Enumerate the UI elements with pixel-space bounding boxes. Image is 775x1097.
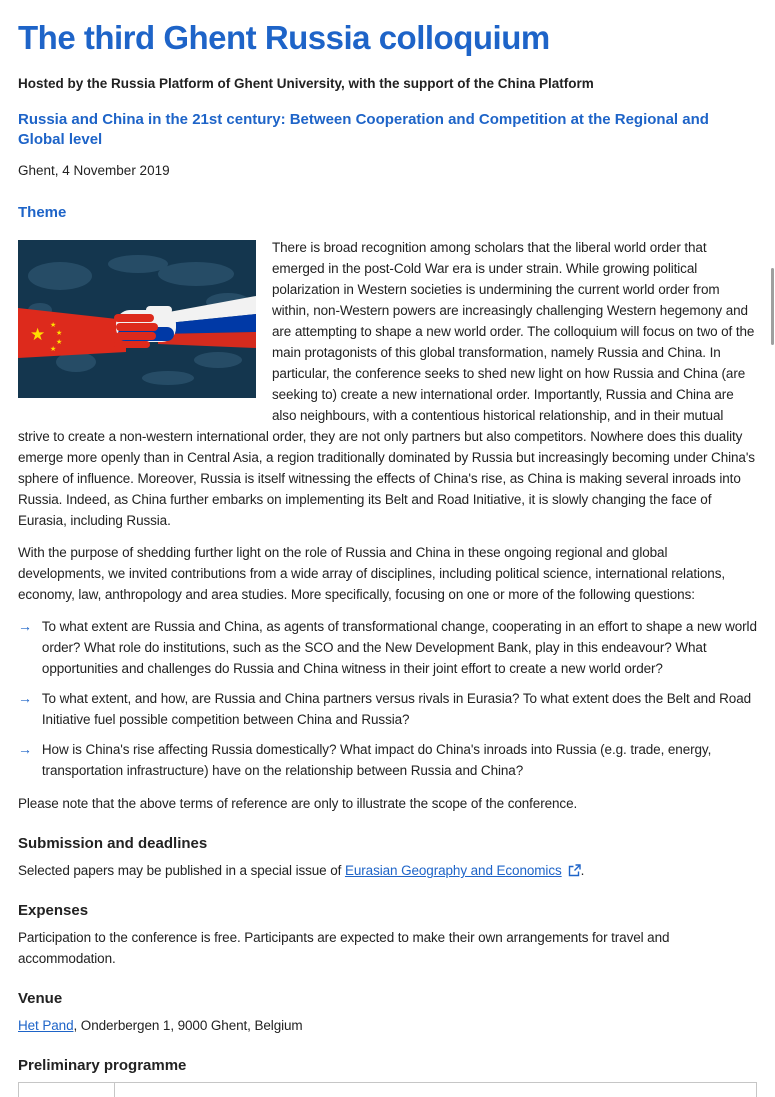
theme-paragraph-2: With the purpose of shedding further light on the role of Russia and China in these ongoing regional and global developments, we invited contributions from a wide array of disciplines, including political science, international relations, economy, law, anthropology and area studies. More specifically, focusing on one or more of the following questions: (18, 545, 726, 603)
arrow-bullet-icon: → (18, 690, 32, 707)
theme-paragraph-1: There is broad recognition among scholars that the liberal world order that emerged in the post-Cold War era is under strain. While growing political polarization in Western societies is undermining the current world order from within, non-Western powers are increasingly challenging Western hegemony and are attempting to shape a new world order. The colloquium will focus on two of the main protagonists of this global transformation, namely Russia and China. In particular, the conference seeks to shed new light on how Russia and China (are seeking to) create a new international order. Importantly, Russia and China are also neighbours, with a contentious historical relationship, and in their mutual strive to create a non-western international order, they are not only partners but also competitors. Nowhere does this duality emerge more openly than in Central Asia, a region traditionally dominated by Russia but increasingly becoming under China's sphere of influence. Moreover, Russia is itself witnessing the effects of China's rise, as China is making several inroads into Russia. Indeed, as China further embarks on implementing its Belt and Road Initiative, it is slowly changing the face of Eurasia, including Russia. (18, 240, 755, 529)
theme-heading: Theme (18, 204, 67, 222)
question-item (18, 616, 757, 679)
svg-text:★: ★ (30, 325, 46, 346)
venue-heading: Venue (18, 990, 63, 1008)
programme-table (18, 1082, 757, 1097)
external-link-icon[interactable] (568, 860, 581, 881)
svg-text:★: ★ (50, 345, 57, 354)
question-list (18, 616, 757, 781)
question-text: How is China's rise affecting Russia domestically? What impact do China's inroads into Russia (e.g. trade, energy, transportation infrastructure) have on the relationship between Russia and China? (41, 742, 712, 779)
submission-text-after: . (580, 863, 585, 879)
question-item (18, 739, 757, 781)
svg-text:★: ★ (56, 338, 63, 347)
theme-body (18, 237, 757, 542)
submission-heading: Submission and deadlines (18, 835, 208, 853)
arrow-bullet-icon: → (18, 741, 32, 758)
scope-note: Please note that the above terms of reference are only to illustrate the scope of the conference. (18, 796, 578, 812)
submission-text-before: Selected papers may be published in a special issue of (18, 863, 345, 879)
expenses-text: Participation to the conference is free. Participants are expected to make their own arrangements for travel and accommodation. (18, 930, 670, 967)
event-heading: Russia and China in the 21st century: Between Cooperation and Competition at the Regional and Global level (18, 111, 709, 149)
vertical-scrollbar-thumb[interactable] (771, 268, 774, 345)
svg-text:★: ★ (50, 321, 57, 330)
event-date: Ghent, 4 November 2019 (18, 163, 170, 179)
submission-text (18, 860, 757, 881)
journal-link[interactable] (345, 863, 562, 878)
expenses-heading: Expenses (18, 902, 89, 920)
venue-text-after: , Onderbergen 1, 9000 Ghent, Belgium (73, 1018, 303, 1034)
journal-link-label: Eurasian Geography and Economics (344, 863, 562, 879)
venue-text (18, 1015, 757, 1036)
page-subtitle: Hosted by the Russia Platform of Ghent University, with the support of the China Platform (18, 76, 594, 92)
venue-link[interactable] (18, 1018, 74, 1033)
question-item (18, 688, 757, 730)
programme-heading: Preliminary programme (18, 1057, 187, 1075)
programme-table-description-column (115, 1083, 756, 1097)
svg-text:★: ★ (56, 329, 63, 338)
page-title: The third Ghent Russia colloquium (18, 19, 550, 56)
arrow-bullet-icon: → (18, 618, 32, 635)
programme-table-time-column (19, 1083, 115, 1097)
question-text: To what extent, and how, are Russia and China partners versus rivals in Eurasia? To what extent does the Belt and Road Initiative fuel possible competition between China and Russia? (41, 691, 752, 728)
question-text: To what extent are Russia and China, as agents of transformational change, cooperating in an effort to shape a new world order? What role do institutions, such as the SCO and the New Development Bank, play in this endeavour? What opportunities and challenges do Russia and China witness in their joint effort to create a new world order? (41, 619, 757, 677)
russia-china-handshake-image (18, 240, 256, 398)
venue-link-label: Het Pand (18, 1018, 74, 1034)
